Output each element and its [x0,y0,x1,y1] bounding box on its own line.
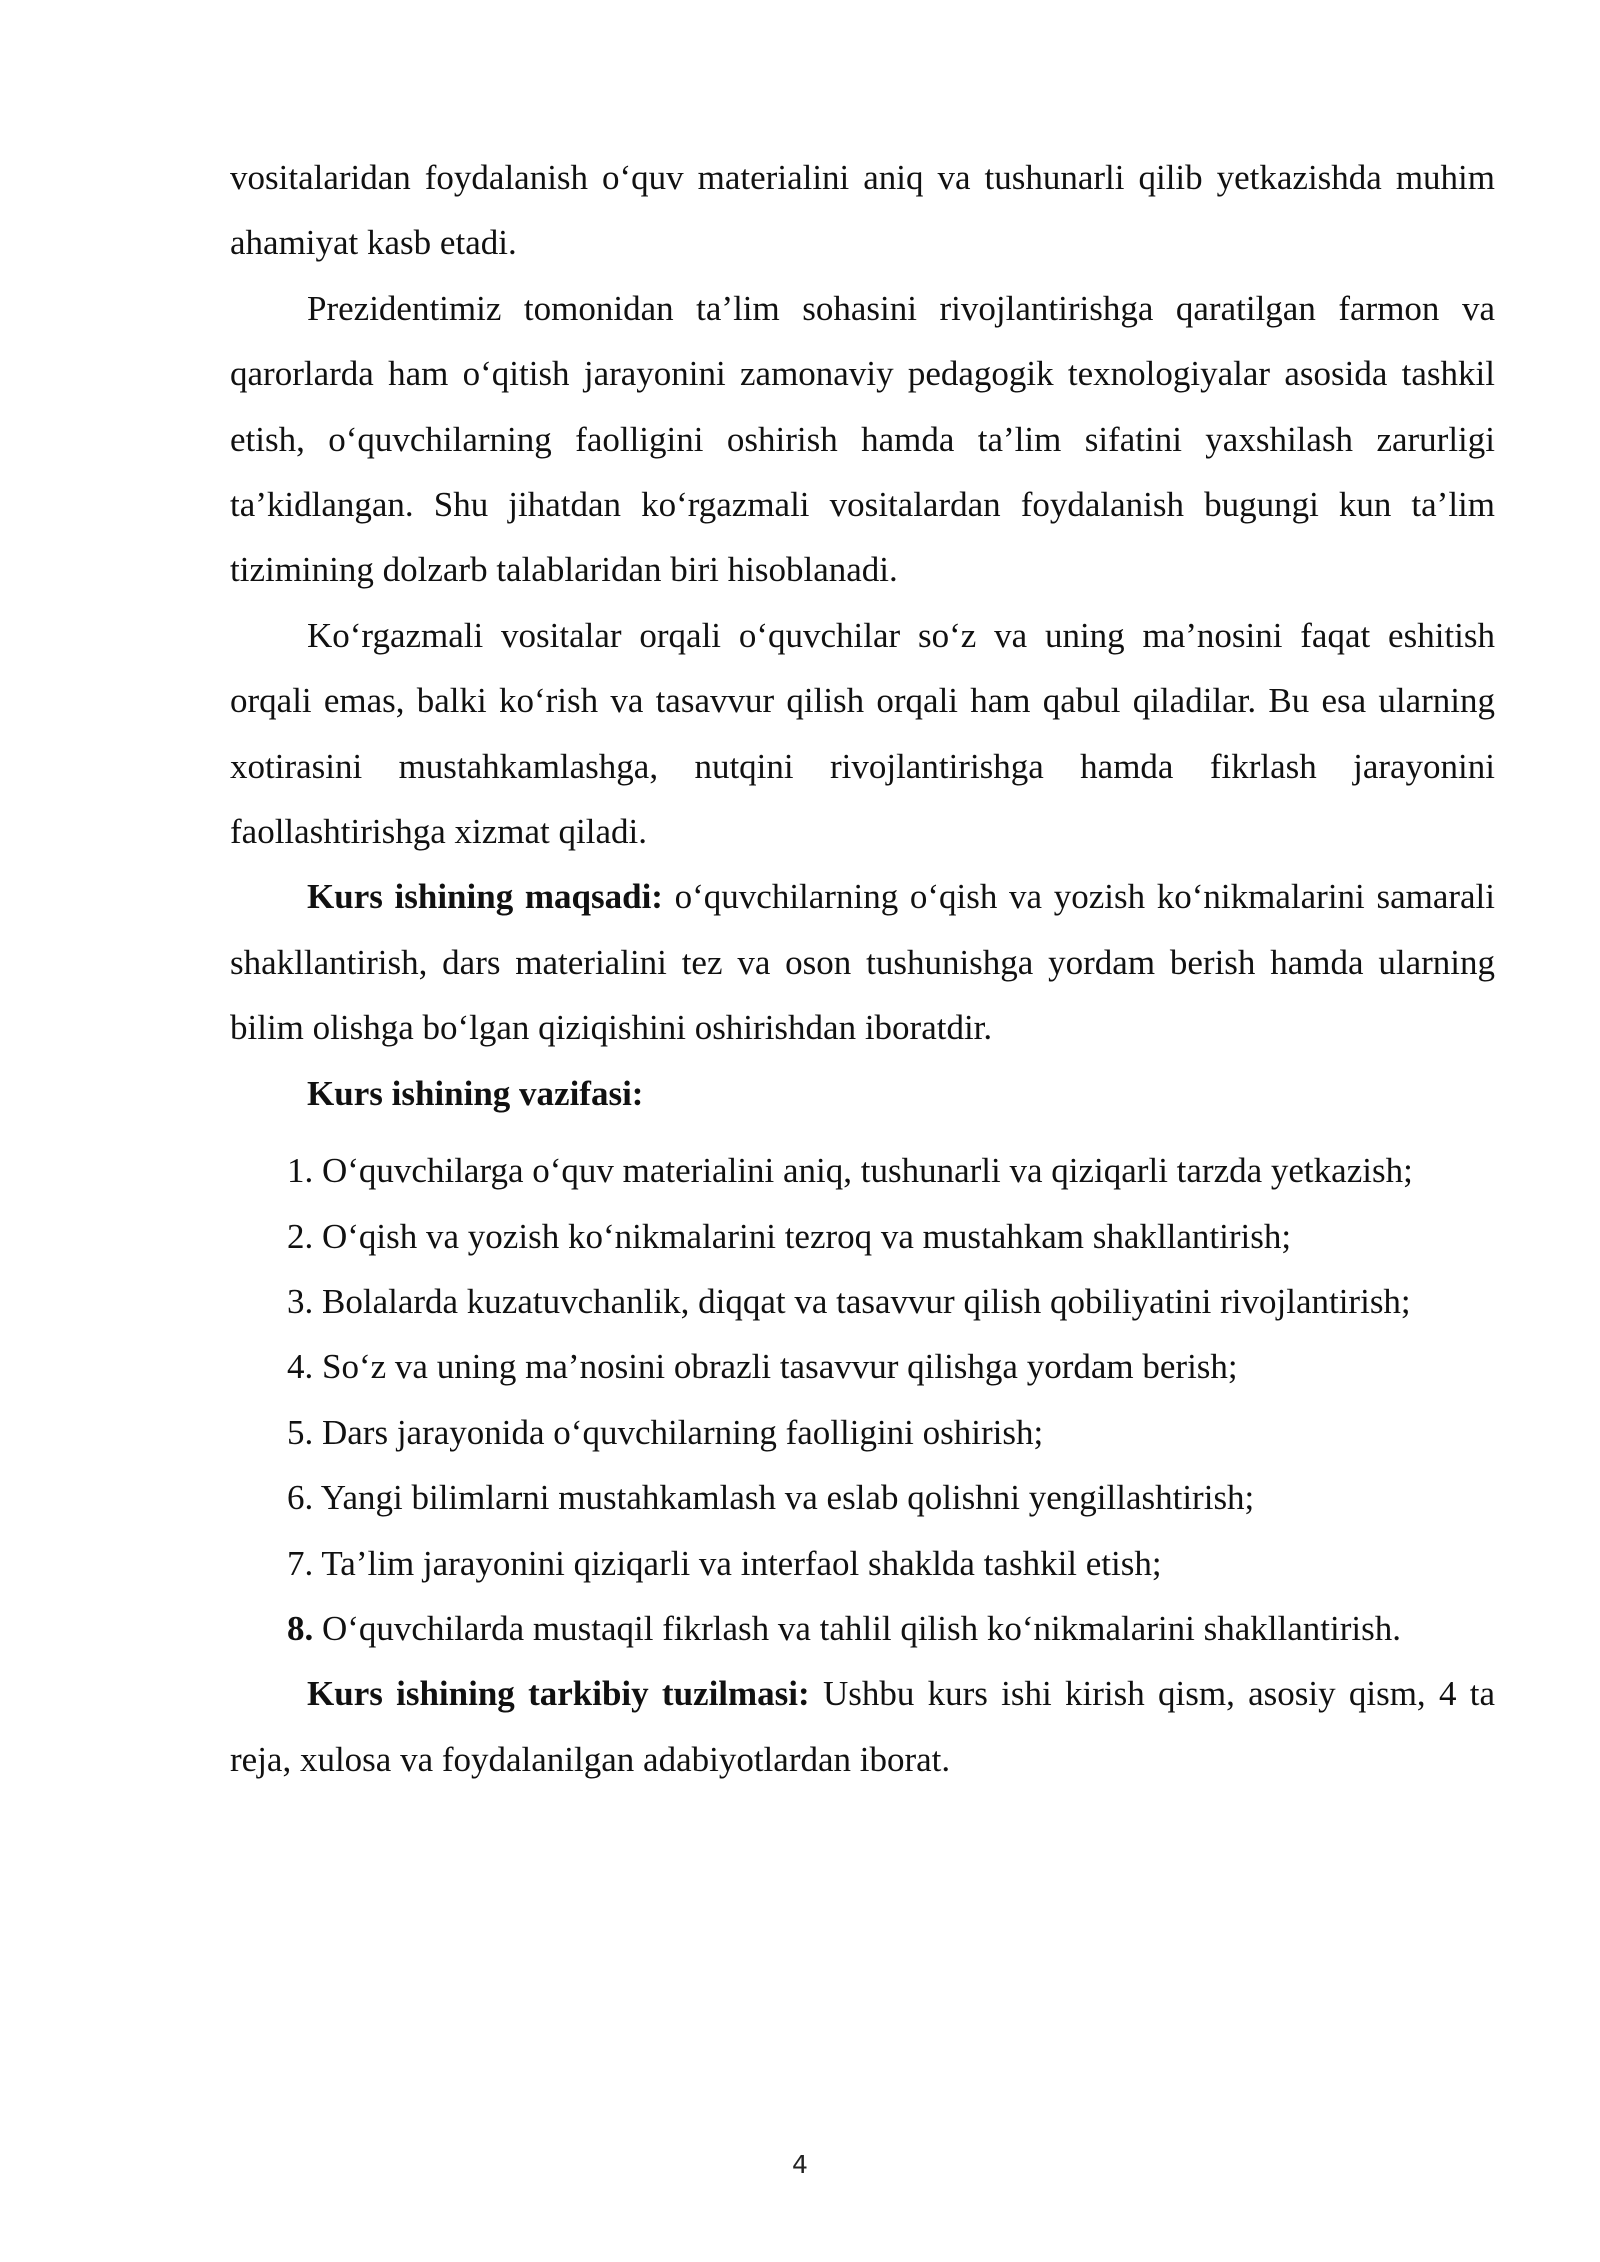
list-item-number: 5. [287,1412,314,1452]
list-item-text: Yangi bilimlarni mustahkamlash va eslab qolishni yengillashtirish; [313,1478,1255,1518]
tasks-list [230,1138,1495,1661]
list-item-number: 2. [287,1216,314,1256]
list-item [287,1204,1495,1269]
list-item-text: Dars jarayonida o‘quvchilarning faolligini oshirish; [313,1412,1044,1452]
list-item [287,1596,1495,1661]
list-item-number: 6. [287,1478,314,1518]
list-item [287,1465,1495,1530]
goal-text: o‘quvchilarning o‘qish va yozish ko‘nikmalarini samarali shakllantirish, dars materialini tez va oson tushunishga yordam berish hamda ularning bilim olishga bo‘lgan qiziqishini oshirishdan iboratdir. [230,877,1495,1048]
paragraph-intro-continuation: vositalaridan foydalanish o‘quv materialini aniq va tushunarli qilib yetkazishda muhim ahamiyat kasb etadi. [230,158,1495,263]
list-item [287,1269,1495,1334]
list-item [287,1138,1495,1203]
list-item-text: O‘quvchilarda mustaqil fikrlash va tahlil qilish ko‘nikmalarini shakllantirish. [313,1608,1401,1648]
paragraph-structure [230,1661,1495,1792]
list-item-number: 8. [287,1608,314,1648]
list-item-text: Bolalarda kuzatuvchanlik, diqqat va tasavvur qilish qobiliyatini rivojlantirish; [313,1281,1411,1321]
list-item-text: O‘quvchilarga o‘quv materialini aniq, tushunarli va qiziqarli tarzda yetkazish; [313,1151,1413,1191]
list-item [287,1334,1495,1399]
paragraph-goal [230,864,1495,1060]
structure-label: Kurs ishining tarkibiy tuzilmasi: [307,1674,810,1714]
tasks-heading: Kurs ishining vazifasi: [307,1073,644,1113]
list-item-number: 1. [287,1151,314,1191]
list-item-text: O‘qish va yozish ko‘nikmalarini tezroq va mustahkam shakllantirish; [313,1216,1292,1256]
paragraph-visual-aids: Ko‘rgazmali vositalar orqali o‘quvchilar so‘z va uning ma’nosini faqat eshitish orqali emas, balki ko‘rish va tasavvur qilish orqali ham qabul qiladilar. Bu esa ularning xotirasini mustahkamlashga, nutqini rivojlantirishga hamda fikrlash jarayonini faollashtirishga xizmat qiladi. [230,615,1495,852]
list-item [287,1400,1495,1465]
page-number: 4 [792,2150,808,2179]
list-item-text: So‘z va uning ma’nosini obrazli tasavvur qilishga yordam berish; [313,1347,1238,1387]
list-item-text: Ta’lim jarayonini qiziqarli va interfaol shaklda tashkil etish; [313,1543,1162,1583]
list-item-number: 4. [287,1347,314,1387]
goal-label: Kurs ishining maqsadi: [307,877,663,917]
list-item-number: 3. [287,1281,314,1321]
list-item [287,1531,1495,1596]
structure-text: Ushbu kurs ishi kirish qism, asosiy qism, 4 ta reja, xulosa va foydalanilgan adabiyotlardan iborat. [230,1674,1495,1779]
paragraph-presidential-decrees: Prezidentimiz tomonidan ta’lim sohasini rivojlantirishga qaratilgan farmon va qarorlarda ham o‘qitish jarayonini zamonaviy pedagogik texnologiyalar asosida tashkil etish, o‘quvchilarning faolligini oshirish hamda ta’lim sifatini yaxshilash zarurligi ta’kidlangan. Shu jihatdan ko‘rgazmali vositalardan foydalanish bugungi kun ta’lim tizimining dolzarb talablaridan biri hisoblanadi. [230,288,1495,590]
document-page [230,145,1495,1792]
list-item-number: 7. [287,1543,314,1583]
